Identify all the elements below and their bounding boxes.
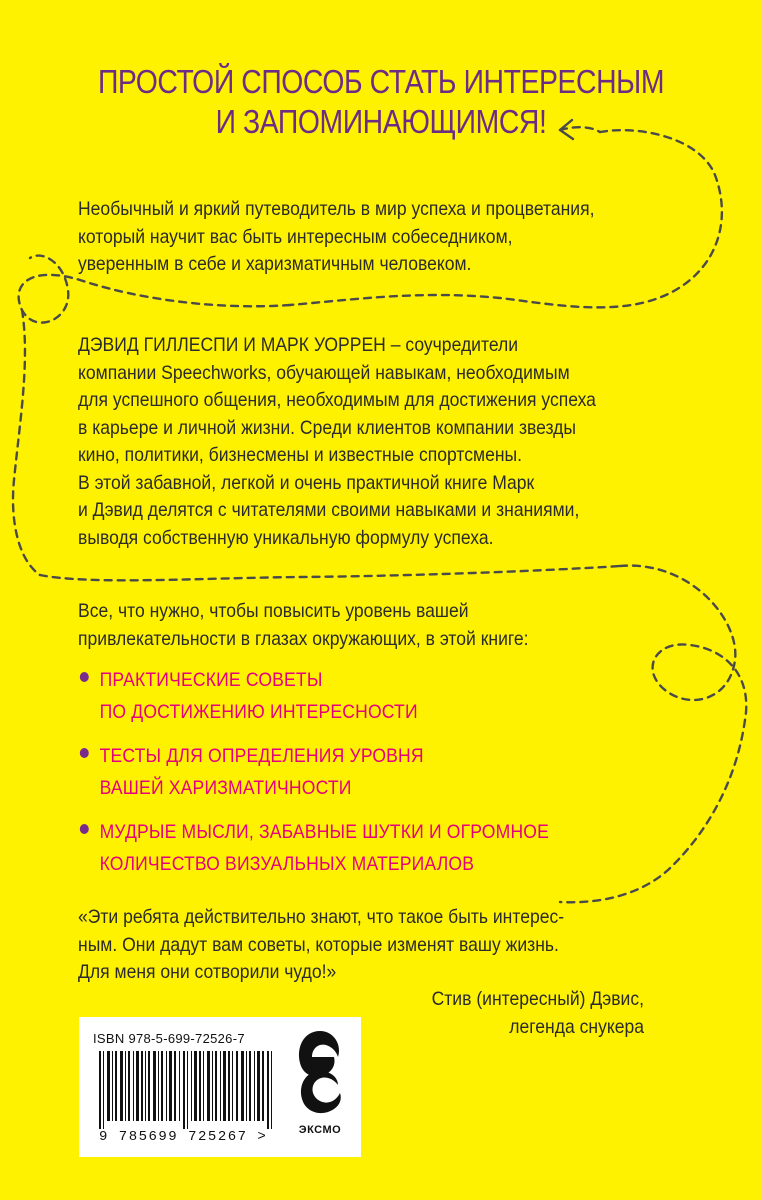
intro-paragraph (78, 196, 636, 279)
authors-line: кино, политики, бизнесмены и известные спортсмены. (78, 444, 523, 466)
feature-item (78, 740, 654, 804)
attribution-name: Стив (интересный) Дэвис, (431, 988, 644, 1010)
authors-line: ДЭВИД ГИЛЛЕСПИ И МАРК УОРРЕН – соучредители (78, 334, 519, 356)
feature-line: ПРАКТИЧЕСКИЕ СОВЕТЫ (99, 669, 323, 691)
barcode-icon (93, 1051, 293, 1129)
quote-line: ным. Они дадут вам советы, которые изменят вашу жизнь. (78, 933, 559, 956)
authors-line: для успешного общения, необходимым для достижения успеха (78, 389, 596, 411)
publisher-logo-text: ЭКСМО (298, 1124, 342, 1136)
feature-line: МУДРЫЕ МЫСЛИ, ЗАБАВНЫЕ ШУТКИ И ОГРОМНОЕ (99, 821, 550, 843)
quote-line: «Эти ребята действительно знают, что такое быть интерес- (78, 906, 565, 928)
feature-item (78, 664, 654, 728)
quote-attribution (432, 985, 644, 1041)
feature-line: ВАШЕЙ ХАРИЗМАТИЧНОСТИ (99, 777, 352, 799)
feature-line: ТЕСТЫ ДЛЯ ОПРЕДЕЛЕНИЯ УРОВНЯ (99, 745, 424, 767)
headline (53, 62, 708, 141)
authors-line: выводя собственную уникальную формулу успеха. (78, 526, 494, 549)
headline-line-1: ПРОСТОЙ СПОСОБ СТАТЬ ИНТЕРЕСНЫМ (97, 63, 665, 100)
bullet-dot-icon (80, 824, 89, 834)
headline-line-2: И ЗАПОМИНАЮЩИМСЯ! (215, 102, 547, 140)
lead-paragraph (78, 598, 636, 653)
features-list (78, 664, 654, 892)
authors-line: В этой забавной, легкой и очень практичной книге Марк (78, 471, 535, 494)
intro-line: Необычный и яркий путеводитель в мир успеха и процветания, (78, 198, 595, 220)
quote-line: Для меня они сотворили чудо!» (78, 961, 337, 983)
bullet-dot-icon (80, 672, 89, 682)
authors-line: компании Speechworks, обучающей навыкам, необходимым (78, 361, 570, 384)
barcode-digits: 9 785699 725267 > (99, 1129, 268, 1145)
bullet-dot-icon (80, 748, 89, 758)
lead-line: Все, что нужно, чтобы повысить уровень вашей (78, 600, 469, 622)
feature-line: ПО ДОСТИЖЕНИЮ ИНТЕРЕСНОСТИ (99, 701, 418, 723)
authors-line: и Дэвид делятся с читателями своими навыками и знаниями, (78, 499, 580, 521)
testimonial-quote (78, 904, 654, 987)
feature-line: КОЛИЧЕСТВО ВИЗУАЛЬНЫХ МАТЕРИАЛОВ (99, 853, 475, 875)
lead-line: привлекательности в глазах окружающих, в этой книге: (78, 627, 529, 650)
intro-line: который научит вас быть интересным собеседником, (78, 225, 513, 248)
intro-line: уверенным в себе и харизматичным человеком. (78, 253, 472, 275)
authors-paragraph (78, 332, 636, 552)
feature-item (78, 816, 654, 880)
attribution-title: легенда снукера (509, 1016, 644, 1038)
isbn-label: ISBN 978-5-699-72526-7 (93, 1031, 245, 1046)
authors-line: в карьере и личной жизни. Среди клиентов компании звезды (78, 416, 577, 439)
eksmo-logo-icon (294, 1027, 346, 1119)
